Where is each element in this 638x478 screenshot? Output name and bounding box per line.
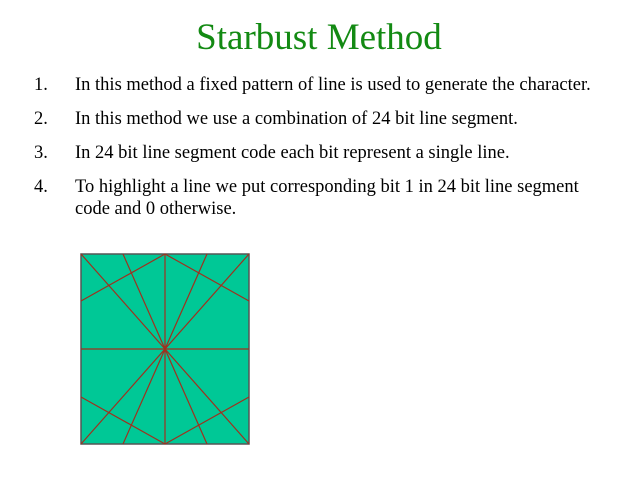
starburst-segment-diagram — [80, 253, 250, 445]
list-item-number: 2. — [34, 109, 48, 129]
list-item — [34, 108, 600, 130]
list-item-text: In this method we use a combination of 24 bit line segment. — [75, 109, 518, 129]
list-item-number: 4. — [34, 177, 48, 197]
segment-lines — [81, 254, 249, 444]
list-item-number: 3. — [34, 143, 48, 163]
bullet-list — [34, 74, 600, 232]
list-item — [34, 176, 600, 220]
slide-title: Starbust Method — [196, 17, 442, 58]
list-item-text: To highlight a line we put corresponding bit 1 in 24 bit line segment code and 0 otherwise. — [75, 177, 579, 219]
list-item-text: In 24 bit line segment code each bit represent a single line. — [75, 143, 510, 163]
list-item-number: 1. — [34, 75, 48, 95]
list-item-text: In this method a fixed pattern of line is used to generate the character. — [75, 75, 591, 95]
list-item — [34, 74, 600, 96]
list-item — [34, 142, 600, 164]
